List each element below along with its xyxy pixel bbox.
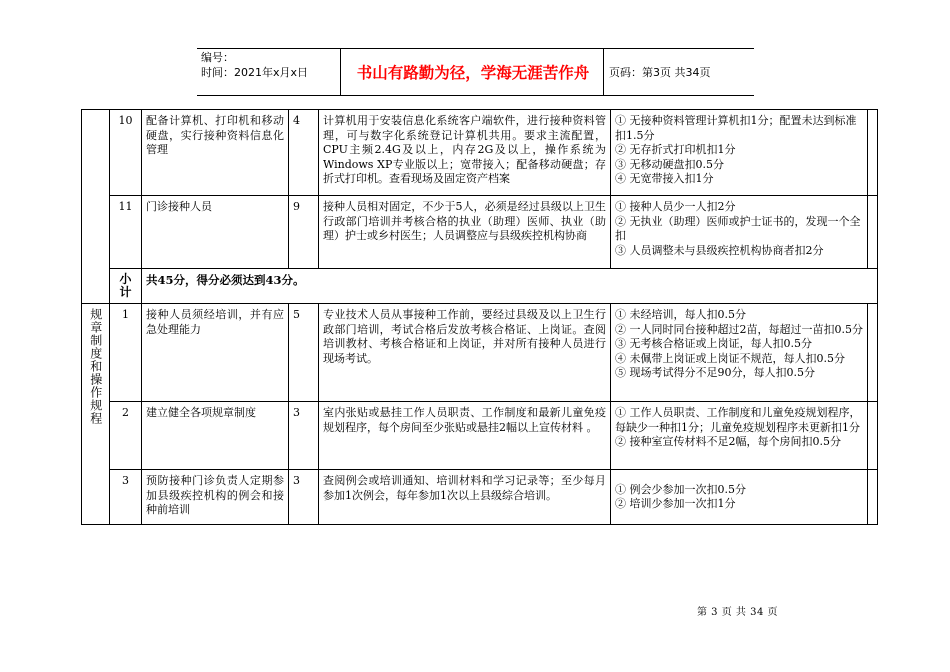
table-row [82, 304, 878, 402]
row-number: 2 [110, 402, 142, 470]
header-bottom-rule [197, 95, 754, 96]
deduction-line: ① 未经培训，每人扣0.5分 [615, 308, 746, 321]
item-deductions [611, 110, 868, 196]
deduction-line: ④ 无宽带接入扣1分 [615, 172, 714, 185]
row-number: 10 [110, 110, 142, 196]
item-score: 5 [289, 304, 319, 402]
deduction-line: ⑤ 现场考试得分不足90分，每人扣0.5分 [615, 366, 815, 379]
blank-cell [868, 470, 878, 525]
category-label: 规章制度和操作规程 [88, 308, 103, 425]
item-deductions [611, 304, 868, 402]
header-page-code: 页码：第3页 共34页 [609, 65, 711, 79]
deduction-line: ① 例会少参加一次扣0.5分 [615, 482, 746, 496]
item-name: 预防接种门诊负责人定期参加县级疾控机构的例会和接种前培训 [142, 470, 289, 525]
table-row [82, 110, 878, 196]
header-meta [201, 50, 308, 80]
blank-cell [868, 304, 878, 402]
header-divider-right [603, 48, 604, 95]
item-description: 计算机用于安装信息化系统客户端软件，进行接种资料管理，可与数字化系统登记计算机共用。要求主流配置，CPU主频2.4G及以上，内存2G及以上，操作系统为Windows XP专业版以上；宽带接入；配备移动硬盘；存折式打印机。查看现场及固定资产档案 [319, 110, 611, 196]
item-name: 接种人员须经培训，并有应急处理能力 [142, 304, 289, 402]
deduction-line: ① 工作人员职责、工作制度和儿童免疫规划程序，每缺少一种扣1分；儿童免疫规划程序未更新扣1分 [615, 406, 861, 434]
deduction-line: ④ 未佩带上岗证或上岗证不规范，每人扣0.5分 [615, 351, 845, 365]
item-deductions [611, 402, 868, 470]
category-cell-continued [82, 110, 110, 304]
table-row [82, 402, 878, 470]
deduction-line: ② 接种室宣传材料不足2幅，每个房间扣0.5分 [615, 435, 841, 448]
item-deductions [611, 470, 868, 525]
item-description: 专业技术人员从事接种工作前，要经过县级及以上卫生行政部门培训，考试合格后发放考核合格证、上岗证。查阅培训教材、考核合格证和上岗证，并对所有接种人员进行现场考试。 [319, 304, 611, 402]
deduction-line: ② 培训少参加一次扣1分 [615, 497, 736, 510]
assessment-table [81, 109, 878, 525]
subtotal-row [82, 269, 878, 304]
item-description: 接种人员相对固定，不少于5人，必须是经过县级以上卫生行政部门培训并考核合格的执业（助理）医师、执业（助理）护士或乡村医生；人员调整应与县级疾控机构协商 [319, 196, 611, 269]
header-divider-left [340, 48, 341, 95]
deduction-line: ② 无存折式打印机扣1分 [615, 143, 736, 156]
item-score: 3 [289, 402, 319, 470]
header-motto: 书山有路勤为径，学海无涯苦作舟 [356, 63, 590, 82]
deduction-line: ③ 无移动硬盘扣0.5分 [615, 157, 724, 171]
serial-label: 编号： [201, 51, 234, 64]
item-description: 室内张贴或悬挂工作人员职责、工作制度和最新儿童免疫规划程序，每个房间至少张贴或悬挂2幅以上宣传材料 。 [319, 402, 611, 470]
row-number: 1 [110, 304, 142, 402]
blank-cell [868, 196, 878, 269]
subtotal-text: 共45分，得分必须达到43分。 [142, 269, 878, 304]
item-name: 建立健全各项规章制度 [142, 402, 289, 470]
item-score: 9 [289, 196, 319, 269]
blank-cell [868, 110, 878, 196]
deduction-line: ② 无执业（助理）医师或护士证书的，发现一个全扣 [615, 214, 861, 242]
row-number: 3 [110, 470, 142, 525]
item-name: 门诊接种人员 [142, 196, 289, 269]
item-name: 配备计算机、打印机和移动硬盘，实行接种资料信息化管理 [142, 110, 289, 196]
item-score: 4 [289, 110, 319, 196]
category-cell [82, 304, 110, 525]
table-row [82, 196, 878, 269]
blank-cell [868, 402, 878, 470]
deduction-line: ③ 人员调整未与县级疾控机构协商者扣2分 [615, 243, 824, 257]
deduction-line: ③ 无考核合格证或上岗证，每人扣0.5分 [615, 337, 812, 350]
item-score: 3 [289, 470, 319, 525]
item-description: 查阅例会或培训通知、培训材料和学习记录等；至少每月参加1次例会，每年参加1次以上县级综合培训。 [319, 470, 611, 525]
deduction-line: ① 无接种资料管理计算机扣1分；配置未达到标准扣1.5分 [615, 114, 857, 142]
deduction-line: ② 一人同时同台接种超过2苗，每超过一苗扣0.5分 [615, 322, 863, 336]
item-deductions [611, 196, 868, 269]
time-label: 时间：2021年x月x日 [201, 66, 309, 79]
page-footer: 第 3 页 共 34 页 [697, 607, 778, 618]
table-row [82, 470, 878, 525]
subtotal-label: 小计 [110, 269, 142, 304]
row-number: 11 [110, 196, 142, 269]
deduction-line: ① 接种人员少一人扣2分 [615, 200, 736, 213]
